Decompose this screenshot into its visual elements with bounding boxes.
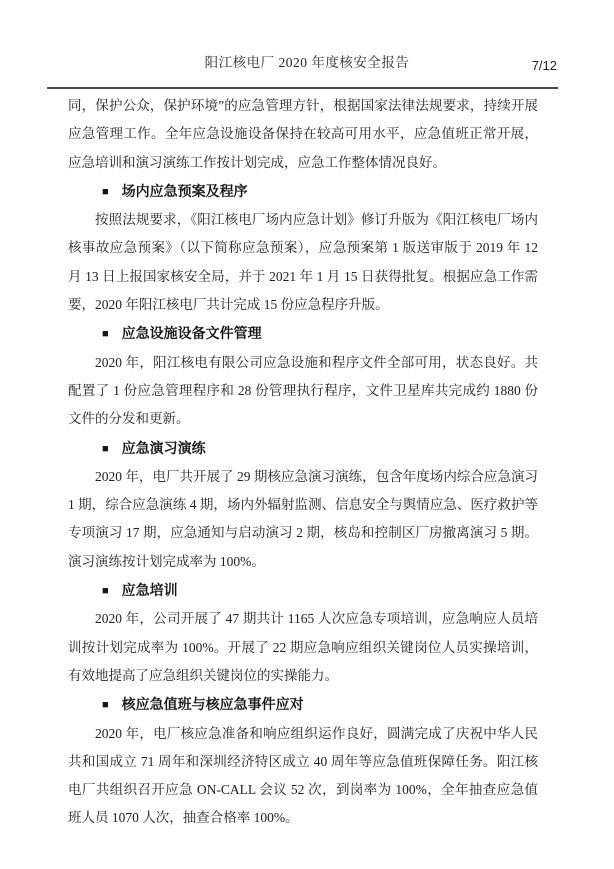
section-heading-text: 应急演习演练 (121, 439, 206, 456)
square-bullet-icon: ■ (102, 328, 109, 341)
section-paragraph-duty-response: 2020 年，电厂核应急准备和响应组织运作良好，圆满完成了庆祝中华人民共和国成立 71 周年和深圳经济特区成立 40 周年等应急值班保障任务。阳江核电厂共组织召开应急 ON-CALL 会议 52 次，到岗率为 100%，全年抽查应急值班人员 1070 人次，抽查合格率 100%。 (68, 725, 538, 826)
section-heading-facility-docs (68, 319, 538, 348)
section-heading-drills (68, 434, 538, 463)
square-bullet-icon: ■ (102, 442, 109, 455)
square-bullet-icon: ■ (102, 585, 109, 598)
section-heading-onsite-plan (68, 177, 538, 206)
square-bullet-icon: ■ (102, 699, 109, 712)
report-body (68, 92, 538, 833)
page-header-title: 阳江核电厂 2020 年度核安全报告 (204, 55, 410, 70)
section-paragraph-onsite-plan: 按照法规要求，《阳江核电厂场内应急计划》修订升版为《阳江核电厂场内核事故应急预案》（以下简称应急预案），应急预案第 1 版送审版于 2019 年 12 月 13 日上报国家核安全局，并于 2021 年 1 月 15 日获得批复。根据应急工作需要，2020 年阳江核电厂共计完成 15 份应急程序升版。 (68, 212, 538, 313)
section-paragraph-training: 2020 年，公司开展了 47 期共计 1165 人次应急专项培训，应急响应人员培训按计划完成率为 100%。开展了 22 期应急响应组织关键岗位人员实操培训，有效地提高了应急组织关键岗位的实操能力。 (68, 611, 538, 683)
intro-paragraph: 同，保护公众，保护环境”的应急管理方针，根据国家法律法规要求，持续开展应急管理工作。全年应急设施设备保持在较高可用水平，应急值班正常开展，应急培训和演习演练工作按计划完成，应急工作整体情况良好。 (68, 98, 538, 170)
section-heading-text: 核应急值班与核应急事件应对 (121, 696, 304, 713)
section-paragraph-facility-docs: 2020 年，阳江核电有限公司应急设施和程序文件全部可用，状态良好。共配置了 1 份应急管理程序和 28 份管理执行程序，文件卫星库共完成约 1880 份文件的分发和更新。 (68, 354, 538, 427)
section-heading-text: 场内应急预案及程序 (121, 182, 248, 199)
section-paragraph-drills: 2020 年，电厂共开展了 29 期核应急演习演练，包含年度场内综合应急演习 1 期，综合应急演练 4 期，场内外辐射监测、信息安全与舆情应急、医疗救护等专项演习 17 期，应急通知与启动演习 2 期，核岛和控制区厂房撤离演习 5 期。演习演练按计划完成率为 100%。 (68, 468, 538, 569)
section-heading-training (68, 576, 538, 605)
square-bullet-icon: ■ (102, 185, 109, 198)
page-number: 7/12 (531, 58, 557, 73)
section-heading-duty-response (68, 690, 538, 719)
header-divider (47, 87, 558, 89)
section-heading-text: 应急培训 (121, 582, 178, 599)
section-heading-text: 应急设施设备文件管理 (121, 325, 262, 342)
